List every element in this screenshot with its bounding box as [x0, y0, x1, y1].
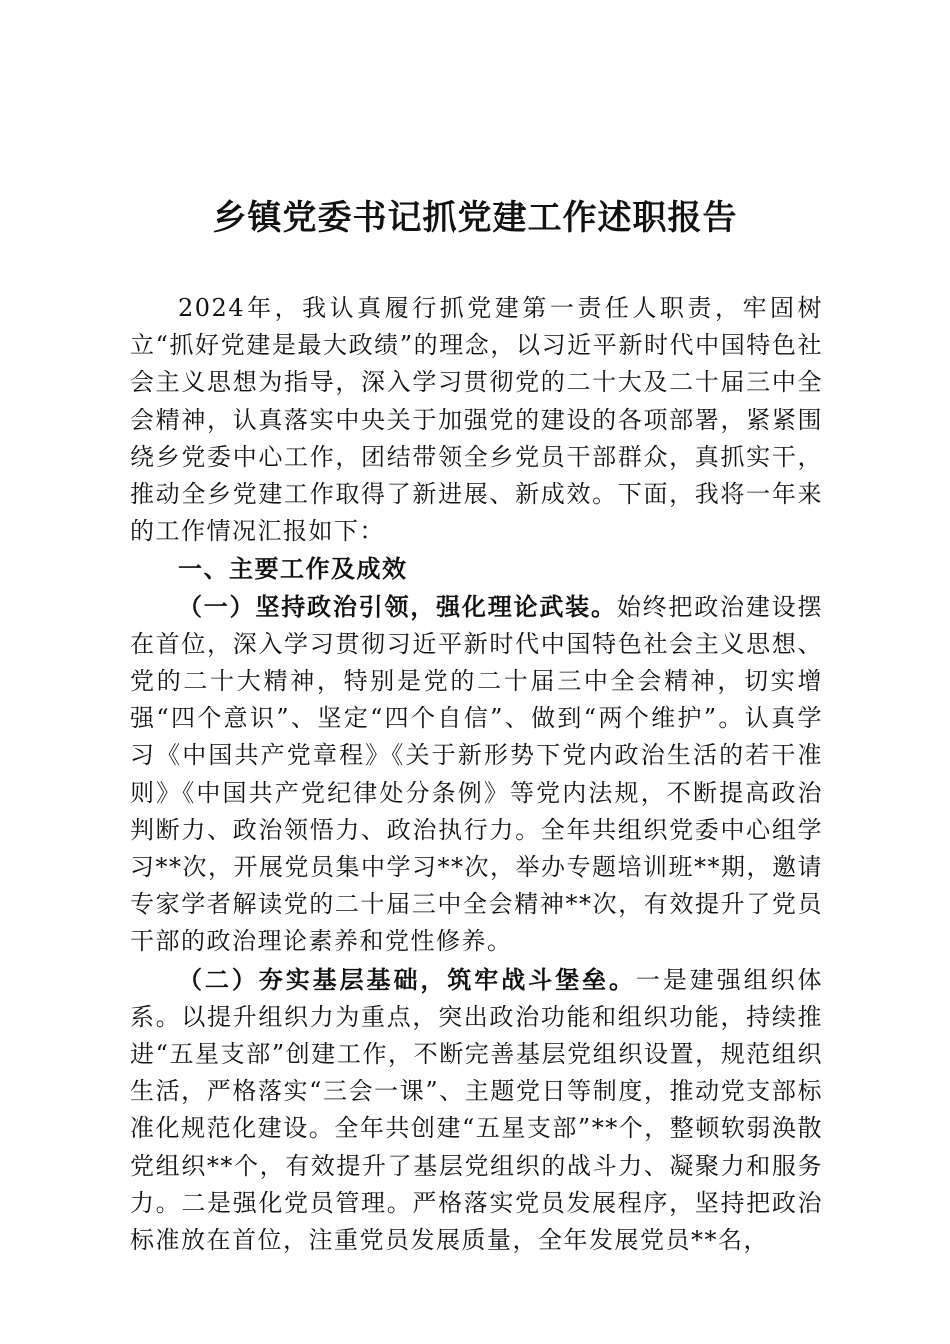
- paragraph-text-political-leadership: 始终把政治建设摆在首位，深入学习贯彻习近平新时代中国特色社会主义思想、党的二十大精神，特别是党的二十届三中全会精神，切实增强“四个意识”、坚定“四个自信”、做到“两个维护”。认真学习《中国共产党章程》《关于新形势下党内政治生活的若干准则》《中国共产党纪律处分条例》等党内法规，不断提高政治判断力、政治领悟力、政治执行力。全年共组织党委中心组学习**次，开展党员集中学习**次，举办专题培训班**期，邀请专家学者解读党的二十届三中全会精神**次，有效提升了党员干部的政治理论素养和党性修养。: [130, 592, 823, 956]
- paragraph-political-leadership: [130, 588, 823, 961]
- intro-paragraph: 2024年，我认真履行抓党建第一责任人职责，牢固树立“抓好党建是最大政绩”的理念，以习近平新时代中国特色社会主义思想为指导，深入学习贯彻党的二十大及二十届三中全会精神，认真落实中央关于加强党的建设的各项部署，紧紧围绕乡党委中心工作，团结带领全乡党员干部群众，真抓实干，推动全乡党建工作取得了新进展、新成效。下面，我将一年来的工作情况汇报如下：: [130, 294, 823, 546]
- paragraph-text-grassroots-foundation: 一是建强组织体系。以提升组织力为重点，突出政治功能和组织功能，持续推进“五星支部”创建工作，不断完善基层党组织设置，规范组织生活，严格落实“三会一课”、主题党日等制度，推动党支部标准化规范化建设。全年共创建“五星支部”**个，整顿软弱涣散党组织**个，有效提升了基层党组织的战斗力、凝聚力和服务力。二是强化党员管理。严格落实党员发展程序，坚持把政治标准放在首位，注重党员发展质量，全年发展党员**名，: [130, 965, 823, 1255]
- paragraph-grassroots-foundation: [130, 961, 823, 1260]
- paragraph-lead-grassroots-foundation: （二）夯实基层基础，筑牢战斗堡垒。: [178, 964, 636, 994]
- document-title: 乡镇党委书记抓党建工作述职报告: [212, 198, 738, 238]
- section-heading-main-work: 一、主要工作及成效: [178, 554, 408, 584]
- document-body: [130, 290, 823, 1259]
- paragraph-lead-political-leadership: （一）坚持政治引领，强化理论武装。: [178, 591, 617, 621]
